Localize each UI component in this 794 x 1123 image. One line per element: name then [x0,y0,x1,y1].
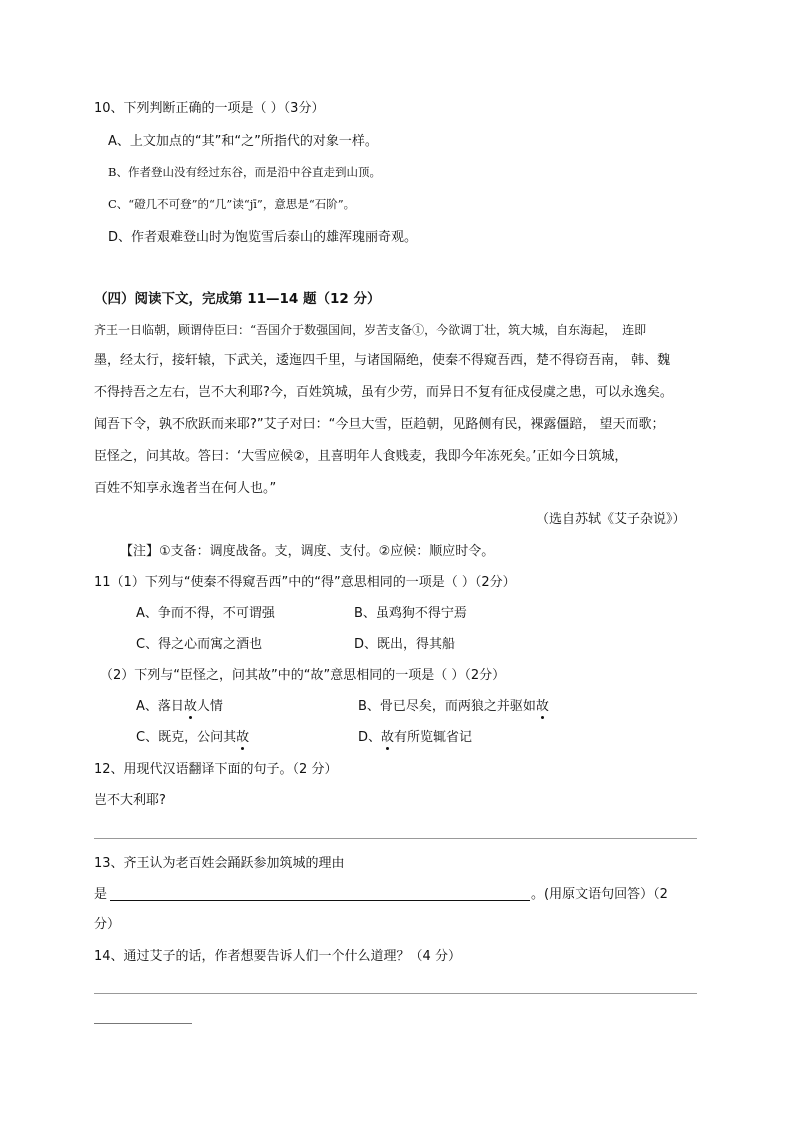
q11-part1-stem: 11（1）下列与“使秦不得窥吾西”中的“得”意思相同的一项是（ ）（2分） [94,575,516,590]
q12-answer-line[interactable] [94,838,697,839]
q11-part2-option-b: B、骨已尽矣，而两狼之并驱如故 [358,699,549,714]
q13-blank-suffix: 。(用原文语句回答）（2 [531,887,668,902]
passage-line-1: 齐王一日临朝，顾谓侍臣曰：“吾国介于数强国间，岁苦支备①，今欲调丁壮，筑大城，自东海起， 连即 [94,323,647,337]
footnote-separator [94,1023,192,1024]
q10-stem: 10、下列判断正确的一项是（ ）（3分） [94,101,325,116]
passage-line-2: 墨，经太行，接轩辕，下武关，逶迤四千里，与诸国隔绝，使秦不得窥吾西，楚不得窃吾南， 韩、魏 [94,353,671,368]
q11-part1-option-b: B、虽鸡狗不得宁焉 [354,606,467,621]
q14-stem: 14、通过艾子的话，作者想要告诉人们一个什么道理？（4 分） [94,949,461,964]
q11-part2-option-d: D、故有所览辄省记 [358,730,473,745]
q12-stem: 12、用现代汉语翻译下面的句子。（2 分） [94,762,338,777]
passage-source: （选自苏轼《艾子杂说》） [536,512,686,527]
q11-part1-option-d: D、既出，得其船 [354,637,456,652]
q13-blank-prefix: 是 [94,887,108,902]
q10-option-d: D、作者艰难登山时为饱览雪后泰山的雄浑瑰丽奇观。 [108,230,418,245]
passage-line-4: 闻吾下令，孰不欣跃而来耶?”艾子对曰：“今旦大雪，臣趋朝，见路侧有民，裸露僵踣， 望天而歌； [94,417,665,432]
q13-answer-blank[interactable] [110,900,530,901]
q13-stem: 13、齐王认为老百姓会踊跃参加筑城的理由 [94,856,345,871]
passage-line-3: 不得持吾之左右，岂不大利耶?今，百姓筑城，虽有少劳，而异日不复有征戍侵虞之患，可以永逸矣。 [94,385,673,400]
q11-part1-option-a: A、争而不得，不可谓强 [136,606,275,621]
q14-answer-line[interactable] [94,993,697,994]
q12-sentence: 岂不大利耶? [94,793,166,808]
q11-part2-option-c: C、既克，公问其故 [136,730,250,745]
passage-line-5: 臣怪之，问其故。答曰：‘大雪应候②，且喜明年人食贱麦，我即今年冻死矣。’正如今日筑城， [94,449,628,464]
q10-option-b: B、作者登山没有经过东谷，而是沿中谷直走到山顶。 [108,165,381,179]
q11-part2-stem: （2）下列与“臣怪之，问其故”中的“故”意思相同的一项是（ ）（2分） [100,668,506,683]
q11-part2-option-a: A、落日故人情 [136,699,223,714]
passage-line-6: 百姓不知享永逸者当在何人也。” [94,481,277,496]
q13-tail: 分） [94,917,121,932]
q10-option-c: C、“磴几不可登”的“几”读“jī”，意思是“石阶”。 [108,197,356,211]
q10-option-a: A、上文加点的“其”和“之”所指代的对象一样。 [108,134,378,149]
passage-note: 【注】①支备：调度战备。支，调度、支付。②应候：顺应时令。 [120,544,495,559]
section-heading: （四）阅读下文，完成第 11—14 题（12 分） [94,291,381,307]
q11-part1-option-c: C、得之心而寓之酒也 [136,637,263,652]
